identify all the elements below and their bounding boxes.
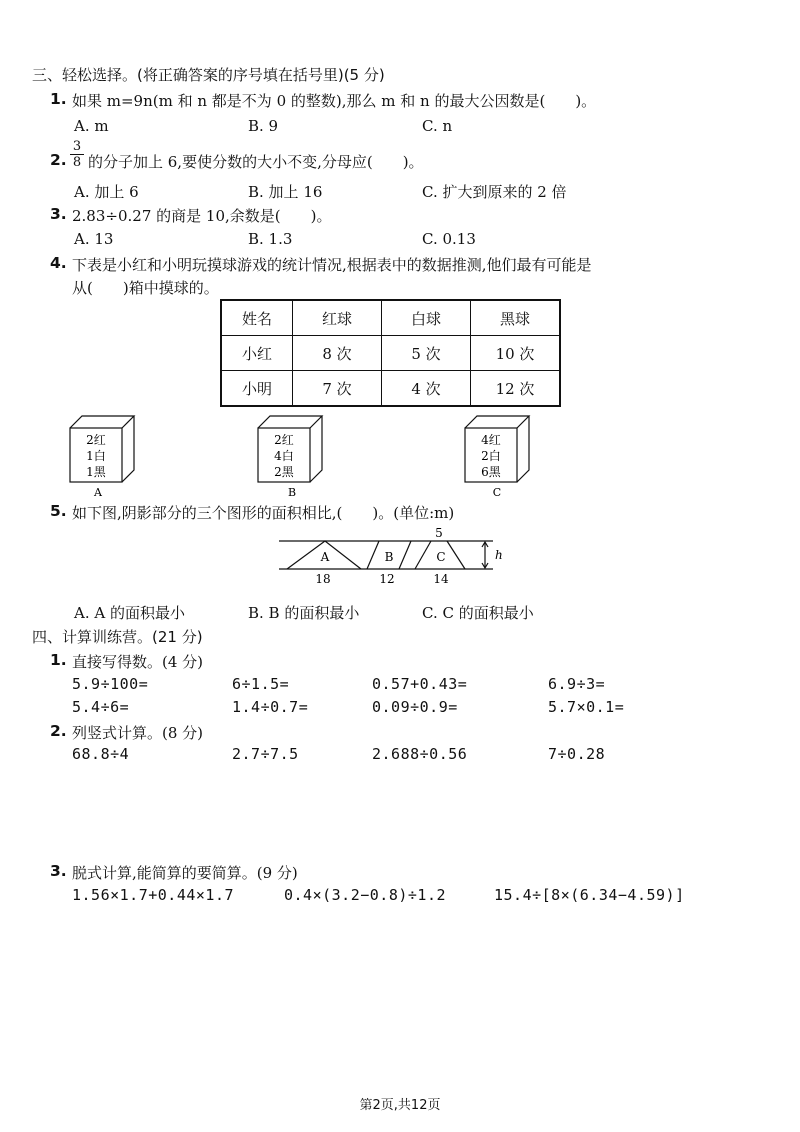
question-3-option-b: B. 1.3 [248, 230, 293, 248]
question-1-text: 如果 m=9n(m 和 n 都是不为 0 的整数),那么 m 和 n 的最大公因数是( )。 [72, 92, 597, 110]
step-calc-item: 15.4÷[8×(6.34−4.59)] [494, 886, 685, 904]
box-a-label: A [94, 486, 102, 499]
question-5-option-a: A. A 的面积最小 [74, 604, 185, 622]
box-c-line-2: 2白 [481, 449, 501, 463]
box-b-line-1: 2红 [274, 433, 294, 447]
step-calc-item: 0.4×(3.2−0.8)÷1.2 [284, 886, 447, 904]
oral-calc-item: 5.4÷6= [72, 698, 130, 716]
section-4-title: 四、计算训练营。(21 分) [32, 628, 203, 646]
oral-calc-item: 6.9÷3= [548, 675, 606, 693]
box-a-figure [60, 410, 150, 500]
table-header-cell: 黑球 [471, 300, 561, 336]
oral-calc-item: 5.7×0.1= [548, 698, 625, 716]
question-3-option-a: A. 13 [74, 230, 114, 248]
question-1-option-c: C. n [422, 117, 453, 135]
table-cell: 12 次 [471, 371, 561, 407]
box-b-label: B [287, 486, 297, 499]
oral-calc-item: 1.4÷0.7= [232, 698, 309, 716]
question-2-option-c: C. 扩大到原来的 2 倍 [422, 183, 567, 201]
question-4-number: 4. [50, 254, 67, 272]
question-1-option-b: B. 9 [248, 117, 279, 135]
box-a-line-3: 1黑 [86, 465, 106, 479]
figure-height-label: h [495, 548, 503, 562]
oral-calc-item: 0.09÷0.9= [372, 698, 458, 716]
question-1-number: 1. [50, 90, 67, 108]
box-c-line-1: 4红 [481, 433, 501, 447]
table-header-cell: 红球 [293, 300, 382, 336]
box-c-line-3: 6黑 [481, 465, 501, 479]
question-2-option-a: A. 加上 6 [74, 183, 139, 201]
figure-label-c: C [436, 550, 446, 564]
question-3-option-c: C. 0.13 [422, 230, 476, 248]
box-c-figure [455, 410, 545, 500]
figure-top-length: 5 [435, 526, 443, 540]
figure-label-a: A [320, 550, 330, 564]
figure-bottom-c: 14 [433, 572, 449, 586]
oral-calc-item: 0.57+0.43= [372, 675, 468, 693]
vertical-calc-item: 2.7÷7.5 [232, 745, 299, 763]
question-2-text: 的分子加上 6,要使分数的大小不变,分母应( )。 [88, 153, 424, 171]
vertical-calc-item: 7÷0.28 [548, 745, 606, 763]
vertical-calc-item: 2.688÷0.56 [372, 745, 468, 763]
box-c-label: C [492, 486, 502, 499]
table-header-cell: 姓名 [221, 300, 293, 336]
question-4-text-line-1: 下表是小红和小明玩摸球游戏的统计情况,根据表中的数据推测,他们最有可能是 [72, 256, 592, 274]
step-calc-item: 1.56×1.7+0.44×1.7 [72, 886, 235, 904]
ball-statistics-table [220, 299, 561, 407]
table-row [221, 336, 560, 371]
part-3-number: 3. [50, 862, 67, 880]
vertical-calc-item: 68.8÷4 [72, 745, 130, 763]
box-a-line-1: 2红 [86, 433, 106, 447]
question-5-text: 如下图,阴影部分的三个图形的面积相比,( )。(单位:m) [72, 504, 455, 522]
oral-calc-item: 6÷1.5= [232, 675, 290, 693]
table-header-cell: 白球 [382, 300, 471, 336]
question-5-option-c: C. C 的面积最小 [422, 604, 534, 622]
question-5-number: 5. [50, 502, 67, 520]
figure-bottom-b: 12 [379, 572, 395, 586]
question-2-fraction [70, 140, 84, 169]
figure-bottom-a: 18 [315, 572, 331, 586]
table-cell: 8 次 [293, 336, 382, 371]
section-3-title: 三、轻松选择。(将正确答案的序号填在括号里)(5 分) [32, 66, 385, 84]
table-row [221, 371, 560, 407]
question-3-text: 2.83÷0.27 的商是 10,余数是( )。 [72, 207, 332, 225]
question-2-option-b: B. 加上 16 [248, 183, 323, 201]
box-b-figure [248, 410, 338, 500]
table-cell: 7 次 [293, 371, 382, 407]
question-3-number: 3. [50, 205, 67, 223]
part-1-number: 1. [50, 651, 67, 669]
table-cell: 10 次 [471, 336, 561, 371]
question-1-option-a: A. m [74, 117, 109, 135]
fraction-numerator: 3 [72, 139, 82, 154]
table-cell: 小红 [221, 336, 293, 371]
part-1-title: 直接写得数。(4 分) [72, 653, 204, 671]
question-5-option-b: B. B 的面积最小 [248, 604, 360, 622]
table-cell: 5 次 [382, 336, 471, 371]
page-footer: 第2页,共12页 [359, 1098, 441, 1113]
table-header-row [221, 300, 560, 336]
oral-calc-item: 5.9÷100= [72, 675, 149, 693]
box-b-line-3: 2黑 [274, 465, 294, 479]
question-2-number: 2. [50, 151, 67, 169]
shaded-shapes-figure [275, 525, 515, 587]
box-b-line-2: 4白 [274, 449, 294, 463]
fraction-denominator: 8 [72, 155, 82, 170]
part-2-title: 列竖式计算。(8 分) [72, 724, 204, 742]
figure-label-b: B [384, 550, 394, 564]
part-2-number: 2. [50, 722, 67, 740]
table-cell: 4 次 [382, 371, 471, 407]
question-4-text-line-2: 从( )箱中摸球的。 [72, 279, 219, 297]
box-a-line-2: 1白 [86, 449, 106, 463]
table-cell: 小明 [221, 371, 293, 407]
part-3-title: 脱式计算,能简算的要简算。(9 分) [72, 864, 298, 882]
